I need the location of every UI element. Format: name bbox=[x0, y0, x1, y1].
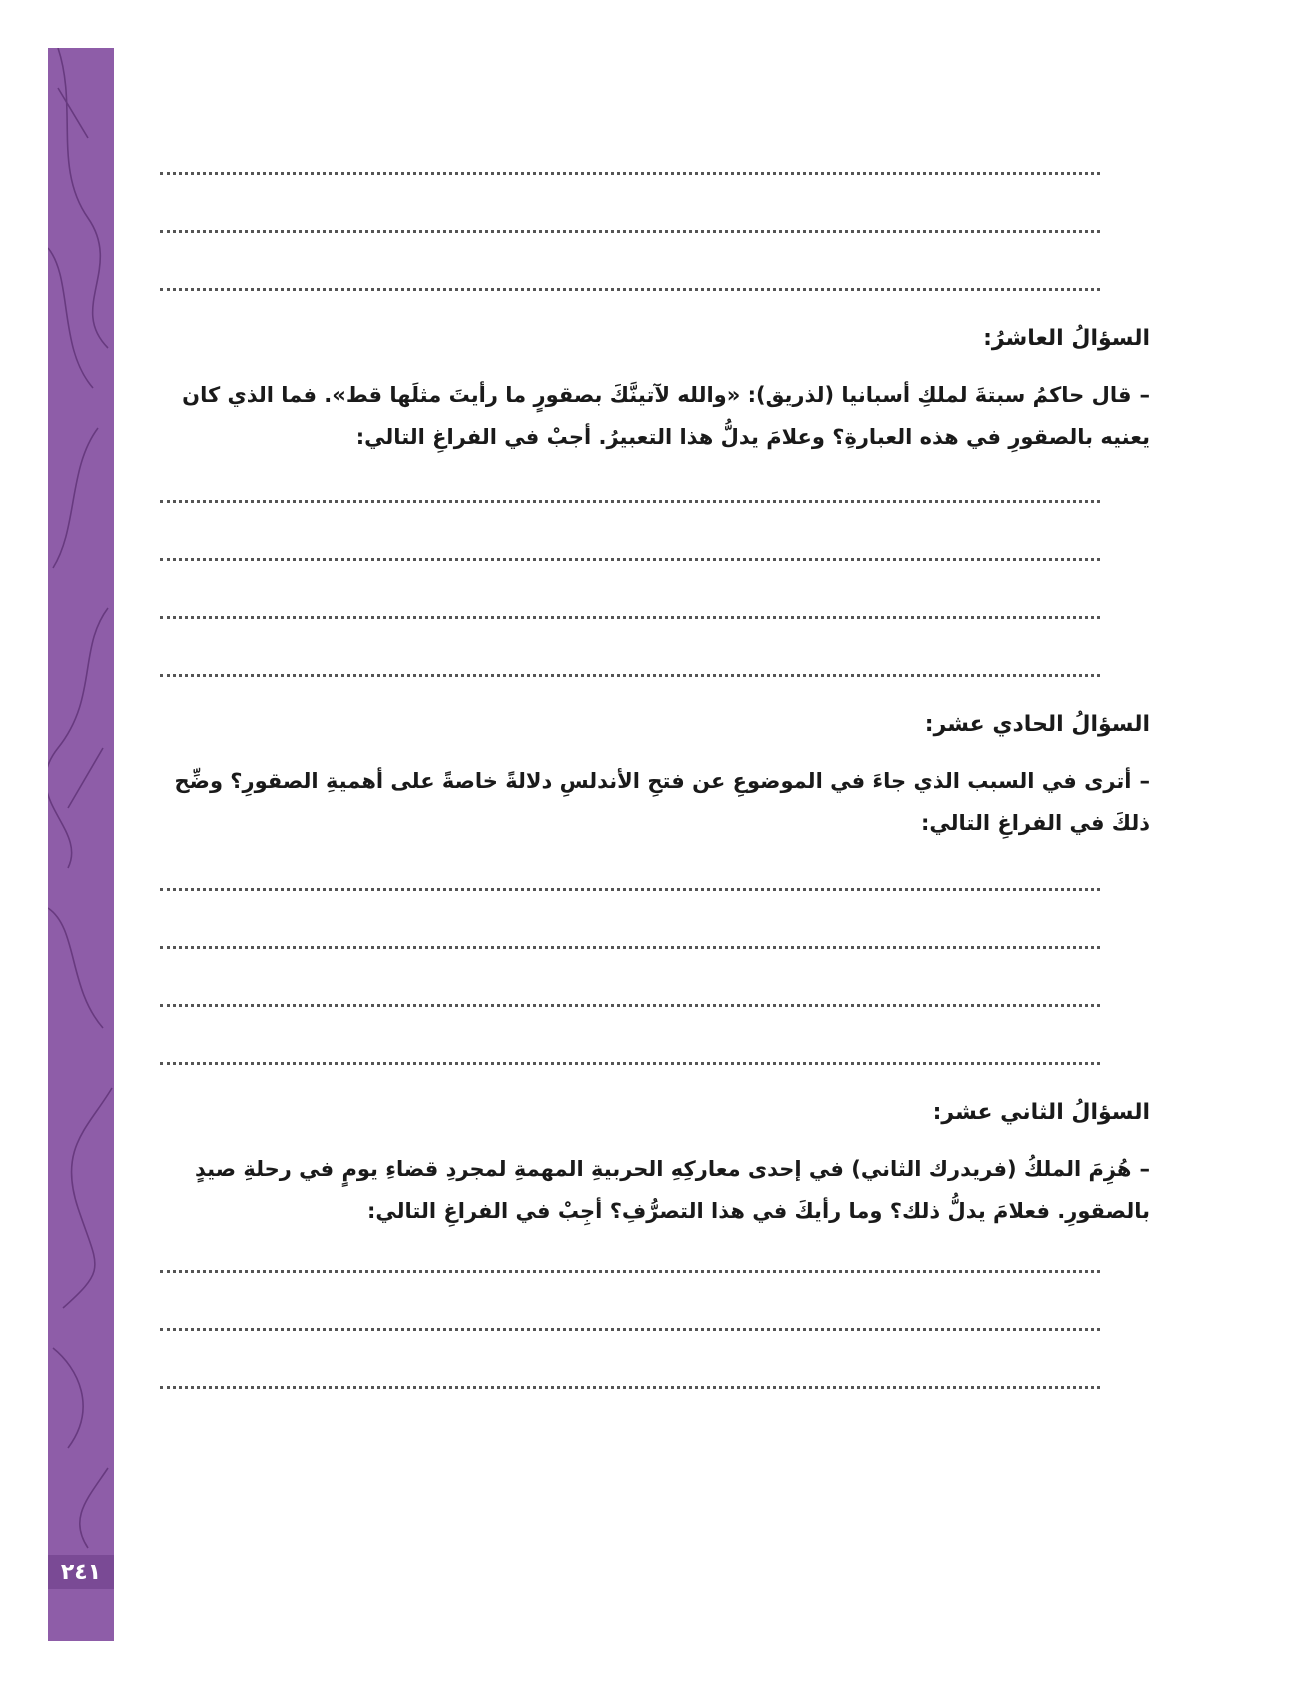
answer-line[interactable] bbox=[160, 1062, 1100, 1065]
answer-line[interactable] bbox=[160, 888, 1100, 891]
answer-line[interactable] bbox=[160, 500, 1100, 503]
question-10-text bbox=[150, 374, 1150, 458]
answer-line[interactable] bbox=[160, 946, 1100, 949]
answer-line[interactable] bbox=[160, 616, 1100, 619]
question-12-body: هُزِمَ الملكُ (فريدرك الثاني) في إحدى معاركِهِ الحربيةِ المهمةِ لمجردِ قضاءِ يومٍ في رحلةِ صيدٍ بالصقورِ. فعلامَ يدلُّ ذلك؟ وما رأيكَ في هذا التصرُّفِ؟ أجِبْ في الفراغِ التالي: bbox=[195, 1157, 1150, 1223]
answer-line[interactable] bbox=[160, 1270, 1100, 1273]
bullet-dash: – bbox=[1139, 1157, 1150, 1181]
strip-pattern bbox=[48, 48, 114, 1641]
question-11-title: السؤالُ الحادي عشر: bbox=[924, 712, 1150, 737]
answer-line[interactable] bbox=[160, 558, 1100, 561]
question-11-body: أترى في السبب الذي جاءَ في الموضوعِ عن فتحِ الأندلسِ دلالةً خاصةً على أهميةِ الصقورِ؟ وضِّح ذلكَ في الفراغِ التالي: bbox=[174, 769, 1150, 835]
page-number: ٢٤١ bbox=[48, 1555, 114, 1589]
question-10-title: السؤالُ العاشرُ: bbox=[983, 326, 1150, 351]
worksheet-content bbox=[150, 150, 1150, 1550]
question-12-text bbox=[150, 1148, 1150, 1232]
answer-line[interactable] bbox=[160, 230, 1100, 233]
answer-line[interactable] bbox=[160, 172, 1100, 175]
answer-line[interactable] bbox=[160, 1004, 1100, 1007]
side-decorative-strip bbox=[48, 48, 114, 1641]
question-11-text bbox=[150, 760, 1150, 844]
answer-line[interactable] bbox=[160, 674, 1100, 677]
bullet-dash: – bbox=[1139, 769, 1150, 793]
answer-line[interactable] bbox=[160, 1386, 1100, 1389]
bullet-dash: – bbox=[1139, 383, 1150, 407]
answer-line[interactable] bbox=[160, 288, 1100, 291]
answer-line[interactable] bbox=[160, 1328, 1100, 1331]
question-12-title: السؤالُ الثاني عشر: bbox=[932, 1100, 1150, 1125]
question-10-body: قال حاكمُ سبتةَ لملكِ أسبانيا (لذريق): «والله لآتينَّكَ بصقورٍ ما رأيتَ مثلَها قط». فما الذي كان يعنيه بالصقورِ في هذه العبارةِ؟ وعلامَ يدلُّ هذا التعبيرُ. أجبْ في الفراغِ التالي: bbox=[182, 383, 1150, 449]
